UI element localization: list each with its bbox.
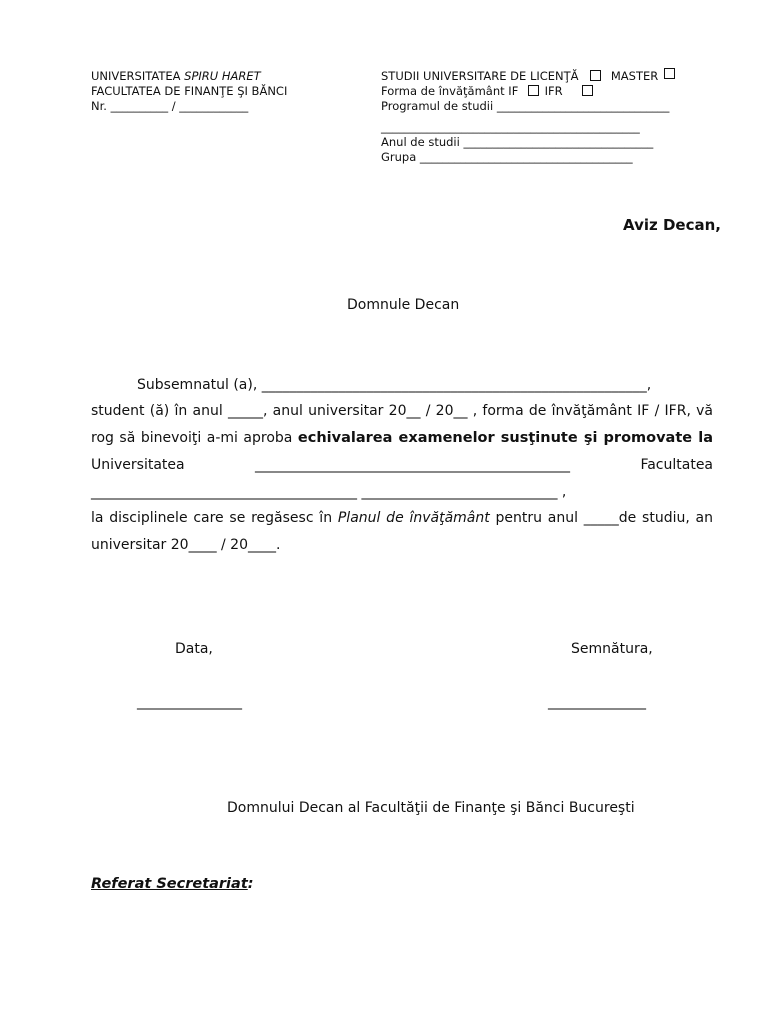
disciplines-end-text: pentru anul _____de studiu, an xyxy=(495,510,714,526)
study-program-line[interactable]: Programul de studii ______________________________ xyxy=(381,99,670,113)
study-level-line xyxy=(381,68,675,84)
body-line-name[interactable]: Subsemnatul (a), _______________________________________________________, xyxy=(137,377,652,393)
body-line-disciplines xyxy=(91,508,713,528)
study-year-line[interactable]: Anul de studii _________________________________ xyxy=(381,135,654,149)
request-bold-text: echivalarea examenelor susţinute şi promovate la xyxy=(297,430,713,446)
university-word: Universitatea xyxy=(91,457,185,473)
date-line[interactable]: _______________ xyxy=(137,694,242,710)
group-line[interactable]: Grupa _____________________________________ xyxy=(381,150,633,164)
master-checkbox[interactable] xyxy=(664,68,675,79)
secretariat-report-text: Referat Secretariat xyxy=(91,876,248,892)
request-text: rog să binevoiţi a-mi aproba xyxy=(91,430,293,446)
registration-number-line: Nr. __________ / ____________ xyxy=(91,99,249,113)
signature-label: Semnătura, xyxy=(571,641,653,657)
faculty-line: FACULTATEA DE FINANŢE ŞI BĂNCI xyxy=(91,84,288,98)
ifr-checkbox[interactable] xyxy=(582,85,593,96)
secretariat-report-colon: : xyxy=(247,876,254,892)
addressee-line: Domnului Decan al Facultăţii de Finanţe şi Bănci Bucureşti xyxy=(227,800,635,816)
study-program-line-2[interactable]: _____________________________________________ xyxy=(381,120,640,134)
body-line-academic-year: universitar 20____ / 20____. xyxy=(91,537,281,553)
form-if-label: Forma de învăţământ IF xyxy=(381,84,519,98)
body-line-university xyxy=(91,455,713,475)
signature-line[interactable]: ______________ xyxy=(548,694,646,710)
university-blank[interactable]: _____________________________________________ xyxy=(255,457,571,473)
study-plan-text: Planul de învăţământ xyxy=(337,510,490,526)
university-line xyxy=(91,68,261,84)
date-label: Data, xyxy=(175,641,213,657)
licence-label: STUDII UNIVERSITARE DE LICENŢĂ xyxy=(381,69,579,83)
body-line-student: student (ă) în anul _____, anul universitar 20__ / 20__ , forma de învăţământ IF / IFR, vă xyxy=(91,403,713,419)
university-prefix: UNIVERSITATEA xyxy=(91,69,181,83)
study-form-line xyxy=(381,83,593,99)
licence-checkbox[interactable] xyxy=(590,70,601,81)
body-line-request xyxy=(91,428,713,448)
secretariat-report-label xyxy=(91,876,254,892)
ifr-label: IFR xyxy=(544,84,563,98)
faculty-word: Facultatea xyxy=(640,457,714,473)
university-name: SPIRU HARET xyxy=(184,69,261,83)
dean-approval-label: Aviz Decan, xyxy=(623,216,721,234)
if-checkbox[interactable] xyxy=(528,85,539,96)
master-label: MASTER xyxy=(610,69,659,83)
disciplines-text: la disciplinele care se regăsesc în xyxy=(91,510,333,526)
body-line-faculty-blank[interactable]: ______________________________________ ____________________________ , xyxy=(91,484,567,500)
salutation: Domnule Decan xyxy=(347,297,460,313)
